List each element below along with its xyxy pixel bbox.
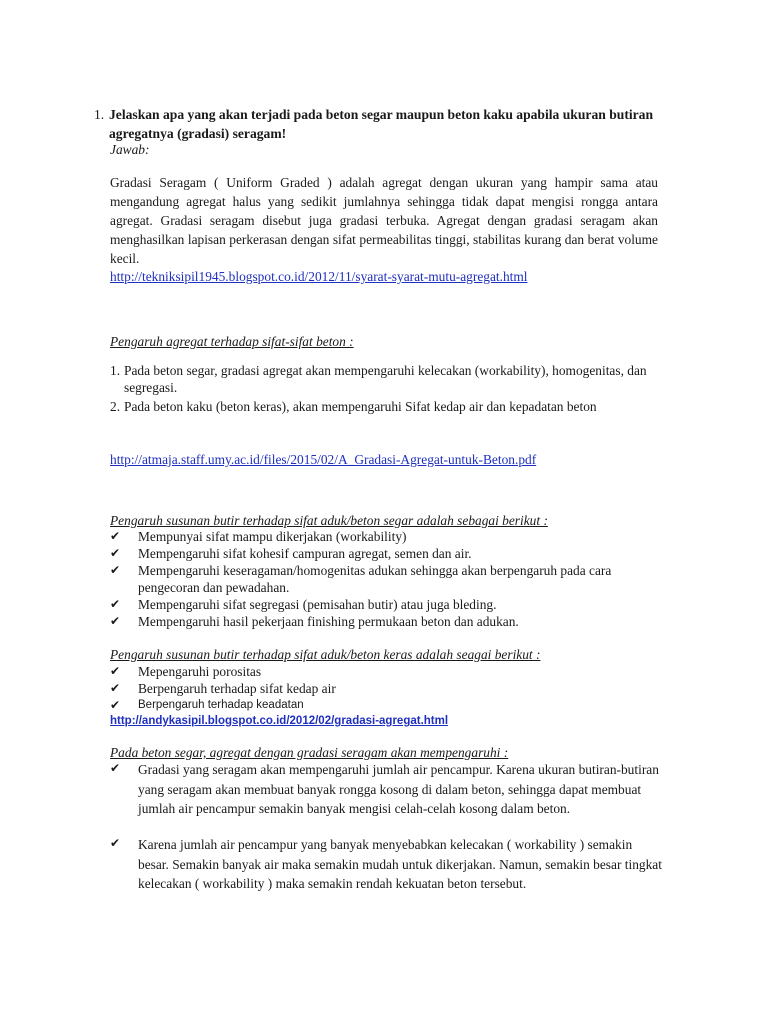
question-number: 1. — [94, 107, 105, 122]
source-link-atmaja[interactable]: http://atmaja.staff.umy.ac.id/files/2015/02/A_Gradasi-Agregat-untuk-Beton.pdf — [110, 452, 537, 467]
check-item: ✔ Karena jumlah air pencampur yang banyak menyebabkan kelecakan ( workability ) semakin besar. Semakin banyak air maka semakin mudah untuk dikerjakan. Namun, semakin besar tingkat kelecakan ( workability ) maka semakin rendah kekuatan beton tersebut. — [110, 836, 662, 891]
check-mark-icon: ✔ — [110, 681, 121, 695]
heading-beton-segar: Pengaruh susunan butir terhadap sifat aduk/beton segar adalah sebagai berikut : — [110, 513, 548, 528]
check-item: ✔ Mempengaruhi keseragaman/homogenitas adukan sehingga akan berpengaruh pada cara pengecoran dan pewadahan. — [110, 563, 612, 595]
numbered-item — [110, 398, 670, 415]
source-link-andykasipil[interactable]: http://andykasipil.blogspot.co.id/2012/02/gradasi-agregat.html — [110, 715, 449, 727]
check-item: ✔ Mepengaruhi porositas — [110, 664, 262, 679]
heading-beton-keras: Pengaruh susunan butir terhadap sifat aduk/beton keras adalah seagai berikut : — [110, 647, 541, 662]
answer-label: Jawab: — [110, 142, 150, 157]
check-mark-icon: ✔ — [110, 597, 121, 611]
gradasi-paragraph — [110, 173, 658, 268]
check-item: ✔ Gradasi yang seragam akan mempengaruhi jumlah air pencampur. Karena ukuran butiran-butiran yang seragam akan membuat banyak rongga kosong di dalam beton, sehingga dapat membuat jumlah air pencampur semakin banyak mengisi celah-celah kosong dalam beton. — [110, 761, 659, 816]
item-number: 1. — [110, 363, 121, 378]
check-mark-icon: ✔ — [110, 664, 121, 678]
check-mark-icon: ✔ — [110, 529, 121, 543]
check-mark-icon: ✔ — [110, 836, 121, 850]
numbered-item — [110, 362, 670, 396]
item-number: 2. — [110, 399, 121, 414]
question-1 — [94, 105, 669, 143]
question-text: Jelaskan apa yang akan terjadi pada beton segar maupun beton kaku apabila ukuran butiran agregatnya (gradasi) seragam! — [109, 107, 654, 141]
check-mark-icon: ✔ — [110, 761, 121, 775]
item-text: Pada beton segar, gradasi agregat akan mempengaruhi kelecakan (workability), homogenitas, dan segregasi. — [124, 363, 647, 395]
check-item: ✔ Berpengaruh terhadap sifat kedap air — [110, 681, 336, 696]
source-link-tekniksipil[interactable]: http://tekniksipil1945.blogspot.co.id/2012/11/syarat-syarat-mutu-agregat.html — [110, 269, 528, 284]
check-item: ✔ Mempunyai sifat mampu dikerjakan (workability) — [110, 529, 407, 544]
heading-pengaruh-agregat: Pengaruh agregat terhadap sifat-sifat beton : — [110, 334, 354, 349]
item-text: Pada beton kaku (beton keras), akan mempengaruhi Sifat kedap air dan kepadatan beton — [124, 399, 597, 414]
gradasi-text: Gradasi Seragam ( Uniform Graded ) adalah agregat dengan ukuran yang hampir sama atau mengandung agregat halus yang sedikit jumlahnya sehingga tidak dapat mengisi rongga antara agregat. Gradasi seragam disebut juga gradasi terbuka. Agregat dengan gradasi seragam akan menghasilkan lapisan perkerasan dengan sifat permeabilitas tinggi, stabilitas kurang dan berat volume kecil. — [110, 175, 658, 266]
check-item: ✔ Mempengaruhi sifat segregasi (pemisahan butir) atau juga bleding. — [110, 597, 497, 612]
heading-gradasi-seragam: Pada beton segar, agregat dengan gradasi seragam akan mempengaruhi : — [110, 745, 509, 760]
check-item: ✔ Mempengaruhi sifat kohesif campuran agregat, semen dan air. — [110, 546, 472, 561]
check-mark-icon: ✔ — [110, 698, 121, 712]
check-mark-icon: ✔ — [110, 546, 121, 560]
check-item: ✔ Berpengaruh terhadap keadatan — [110, 698, 304, 712]
check-mark-icon: ✔ — [110, 563, 121, 577]
check-mark-icon: ✔ — [110, 614, 121, 628]
check-item: ✔ Mempengaruhi hasil pekerjaan finishing permukaan beton dan adukan. — [110, 614, 519, 629]
